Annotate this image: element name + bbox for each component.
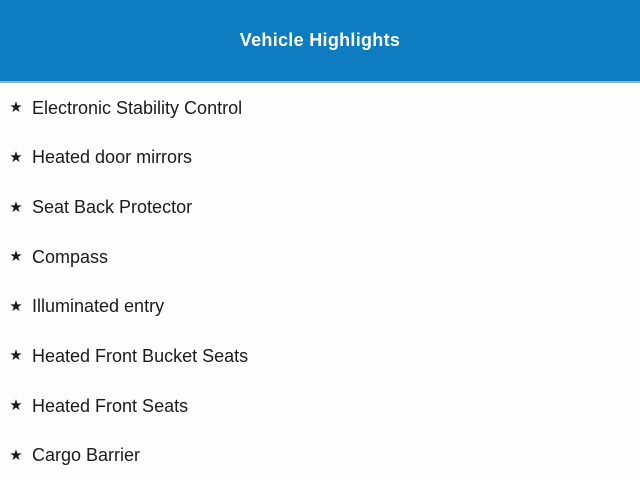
list-item-label: Heated door mirrors bbox=[32, 147, 193, 168]
panel-title: Vehicle Highlights bbox=[239, 30, 401, 50]
list-item-label: Cargo Barrier bbox=[32, 445, 141, 466]
list-item bbox=[0, 232, 640, 282]
list-item bbox=[0, 133, 640, 183]
highlights-list bbox=[0, 83, 640, 480]
panel-header bbox=[0, 0, 640, 83]
list-item bbox=[0, 430, 640, 480]
list-item-label: Electronic Stability Control bbox=[32, 97, 243, 118]
star-icon: ★ bbox=[9, 248, 23, 266]
star-icon: ★ bbox=[9, 397, 23, 415]
list-item bbox=[0, 83, 640, 133]
list-item bbox=[0, 282, 640, 332]
star-icon: ★ bbox=[9, 297, 23, 315]
star-icon: ★ bbox=[9, 148, 23, 166]
list-item-label: Seat Back Protector bbox=[32, 197, 193, 218]
star-icon: ★ bbox=[9, 446, 23, 464]
star-icon: ★ bbox=[9, 347, 23, 365]
list-item-label: Compass bbox=[32, 246, 109, 267]
star-icon: ★ bbox=[9, 198, 23, 216]
list-item-label: Heated Front Bucket Seats bbox=[32, 345, 249, 366]
list-item bbox=[0, 381, 640, 431]
star-icon: ★ bbox=[9, 99, 23, 117]
list-item-label: Heated Front Seats bbox=[32, 395, 189, 416]
list-item bbox=[0, 182, 640, 232]
list-item-label: Illuminated entry bbox=[32, 296, 165, 317]
list-item bbox=[0, 331, 640, 381]
